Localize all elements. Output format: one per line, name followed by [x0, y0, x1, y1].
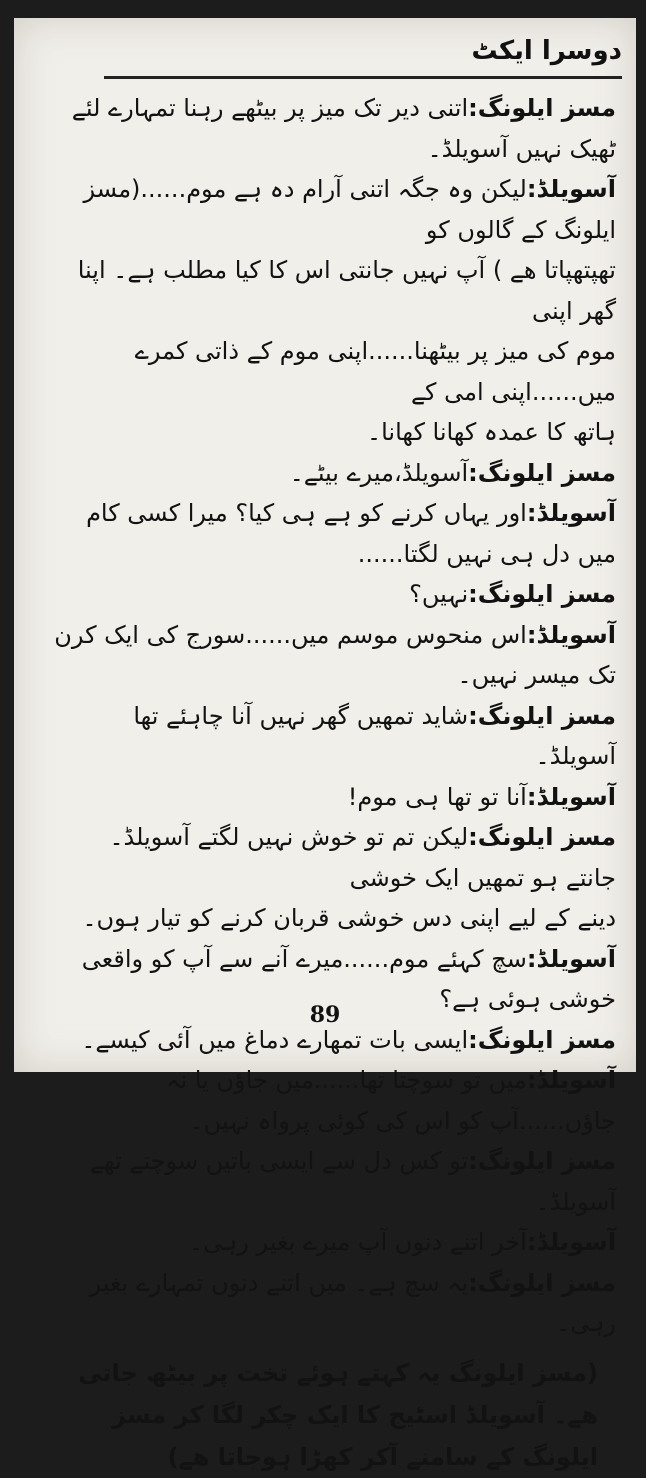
dialogue-text: لیکن وہ جگہ اتنی آرام دہ ہے موم......(مسز ایلونگ کے گالوں کو	[83, 175, 616, 244]
dialogue-text: ہاتھ کا عمدہ کھانا کھانا۔	[367, 418, 616, 446]
dialogue-line	[54, 88, 616, 169]
dialogue-line	[54, 1263, 616, 1344]
dialogue-line	[54, 615, 616, 696]
speaker-label: مسز ایلونگ:	[468, 94, 616, 122]
dialogue-line	[54, 574, 616, 615]
dialogue-text: میں تو سوچتا تھا......میں جاؤں یا نہ جاؤں......آپ کو اس کی کوئی پرواہ نہیں۔	[166, 1066, 616, 1135]
dialogue-text: تو کس دل سے ایسی باتیں سوچتے تھے آسویلڈ۔	[89, 1147, 616, 1216]
dialogue-text: اور یہاں کرنے کو ہے ہی کیا؟ میرا کسی کام میں دل ہی نہیں لگتا......	[86, 499, 616, 568]
dialogue-text: لیکن تم تو خوش نہیں لگتے آسویلڈ۔ جانتے ہو تمھیں ایک خوشی	[109, 823, 616, 892]
speaker-label: آسویلڈ:	[526, 1228, 616, 1256]
dialogue-line	[54, 250, 616, 331]
dialogue-line	[54, 331, 616, 412]
dialogue-text: آخر اتنے دنوں آپ میرے بغیر رہی۔	[189, 1228, 527, 1256]
dialogue-text: شاید تمھیں گھر نہیں آنا چاہئے تھا آسویلڈ۔	[133, 701, 616, 770]
dialogue-line	[54, 1222, 616, 1263]
speaker-label: آسویلڈ:	[526, 782, 616, 811]
speaker-label: آسویلڈ:	[526, 620, 616, 649]
speaker-label: آسویلڈ:	[526, 944, 616, 973]
book-page	[14, 18, 636, 1471]
running-header	[104, 28, 622, 79]
dialogue-text: سچ کہئے موم......میرے آنے سے آپ کو واقعی خوشی ہوئی ہے؟	[81, 944, 616, 1013]
dialogue-text: تھپتھپاتا ھے ) آپ نہیں جانتی اس کا کیا مطلب ہے۔ اپنا گھر اپنی	[77, 256, 616, 325]
dialogue-line	[54, 817, 616, 898]
dialogue-text: آنا تو تھا ہی موم!	[347, 782, 527, 811]
dialogue-line	[54, 696, 616, 777]
stage-direction: (مسز ایلونگ یہ کہتے ہوئے تخت پر بیٹھ جاتی ھے۔ آسویلڈ اسٹیج کا ایک چکر لگا کر مسز ایلونگ کے سامنے آکر کھڑا ہوجاتا ھے)	[78, 1358, 598, 1471]
dialogue-line	[54, 898, 616, 939]
speaker-label: مسز ایلونگ:	[468, 1268, 616, 1297]
speaker-label: مسز ایلونگ:	[468, 1147, 616, 1175]
speaker-label: مسز ایلونگ:	[468, 580, 616, 608]
speaker-label: آسویلڈ:	[526, 1066, 616, 1094]
speaker-label: مسز ایلونگ:	[468, 458, 616, 487]
dialogue-text: نہیں؟	[409, 580, 469, 608]
dialogue-text: موم کی میز پر بیٹھنا......اپنی موم کے ذاتی کمرے میں......اپنی امی کے	[134, 337, 616, 406]
speaker-label: مسز ایلونگ:	[468, 701, 616, 730]
dialogue-text: اتنی دیر تک میز پر بیٹھے رہنا تمہارے لئے ٹھیک نہیں آسویلڈ۔	[71, 94, 616, 163]
dialogue-text: دینے کے لیے اپنی دس خوشی قربان کرنے کو تیار ہوں۔	[82, 904, 616, 932]
speaker-label: آسویلڈ:	[526, 175, 616, 203]
dialogue-line	[54, 777, 616, 818]
speaker-label: مسز ایلونگ:	[468, 823, 616, 851]
page-number: 89	[309, 1002, 341, 1028]
dialogue-text: ایسی بات تمھارے دماغ میں آئی کیسے۔	[81, 1025, 469, 1054]
dialogue-text: آسویلڈ،میرے بیٹے۔	[289, 458, 469, 487]
speaker-label: مسز ایلونگ:	[468, 1025, 616, 1054]
dialogue-text: اس منحوس موسم میں......سورج کی ایک کرن تک میسر نہیں۔	[54, 620, 616, 689]
dialogue-line	[54, 412, 616, 453]
speaker-label: آسویلڈ:	[526, 499, 616, 527]
dialogue-line	[54, 169, 616, 250]
dialogue-line	[54, 453, 616, 494]
dialogue-line	[54, 1060, 616, 1141]
chapter-title: دوسرا ایکٹ	[471, 36, 622, 66]
dialogue-text: یہ سچ ہے۔ میں اتنے دنوں تمہارے بغیر رہی۔	[89, 1268, 616, 1337]
dialogue-body	[54, 88, 616, 1478]
dialogue-line	[54, 493, 616, 574]
dialogue-line	[54, 1141, 616, 1222]
